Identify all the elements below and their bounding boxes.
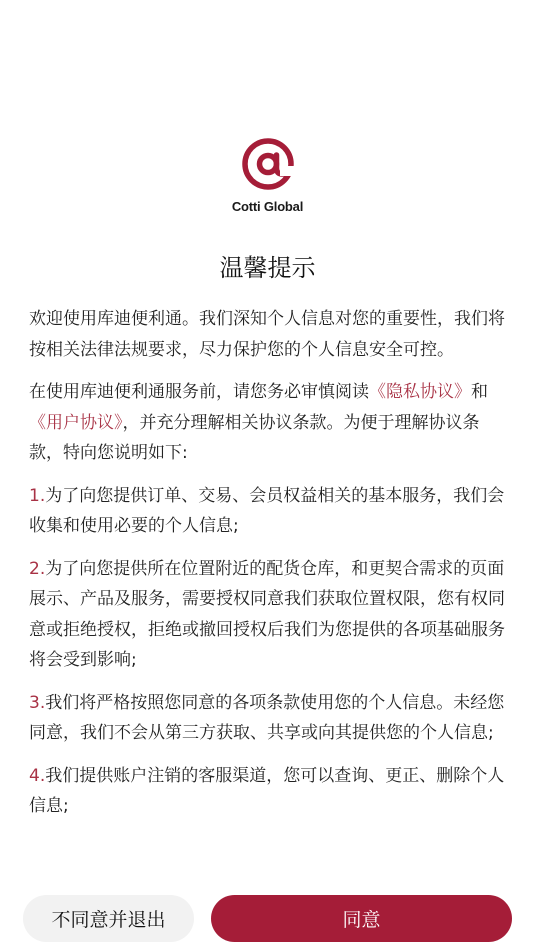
policy-paragraph bbox=[29, 377, 507, 469]
list-item-number: 1. bbox=[29, 485, 46, 506]
brand-name: Cotti Global bbox=[231, 199, 304, 214]
at-sign-logo-icon bbox=[242, 138, 294, 190]
policy-text-after: ，并充分理解相关协议条款。为便于理解协议条款，特向您说明如下: bbox=[29, 412, 480, 463]
policy-text-and: 和 bbox=[471, 382, 488, 402]
privacy-agreement-link[interactable]: 《隐私协议》 bbox=[369, 382, 471, 402]
policy-text-before: 在使用库迪便利通服务前，请您务必审慎阅读 bbox=[29, 382, 369, 402]
list-item bbox=[29, 554, 507, 676]
dialog-title: 温馨提示 bbox=[219, 254, 316, 282]
list-item-number: 3. bbox=[29, 692, 46, 713]
list-item-text: 为了向您提供所在位置附近的配货仓库，和更契合需求的页面展示、产品及服务，需要授权同意我们获取位置权限，您有权同意或拒绝授权，拒绝或撤回授权后我们为您提供的各项基础服务将会受到影响; bbox=[29, 558, 505, 670]
user-agreement-link[interactable]: 《用户协议》 bbox=[29, 412, 123, 433]
decline-exit-button[interactable]: 不同意并退出 bbox=[23, 895, 194, 942]
list-item-text: 我们将严格按照您同意的各项条款使用您的个人信息。未经您同意，我们不会从第三方获取、共享或向其提供您的个人信息; bbox=[29, 692, 505, 743]
brand-logo bbox=[0, 138, 535, 214]
privacy-notice-content bbox=[29, 304, 507, 822]
list-item bbox=[29, 481, 507, 542]
intro-paragraph: 欢迎使用库迪便利通。我们深知个人信息对您的重要性，我们将按相关法律法规要求，尽力保护您的个人信息安全可控。 bbox=[29, 309, 505, 360]
list-item-text: 我们提供账户注销的客服渠道，您可以查询、更正、删除个人信息; bbox=[29, 765, 505, 816]
list-item bbox=[29, 688, 507, 749]
list-item bbox=[29, 761, 507, 822]
agree-button[interactable]: 同意 bbox=[211, 895, 512, 942]
list-item-number: 2. bbox=[29, 558, 46, 579]
list-item-number: 4. bbox=[29, 765, 46, 786]
list-item-text: 为了向您提供订单、交易、会员权益相关的基本服务，我们会收集和使用必要的个人信息; bbox=[29, 485, 505, 536]
